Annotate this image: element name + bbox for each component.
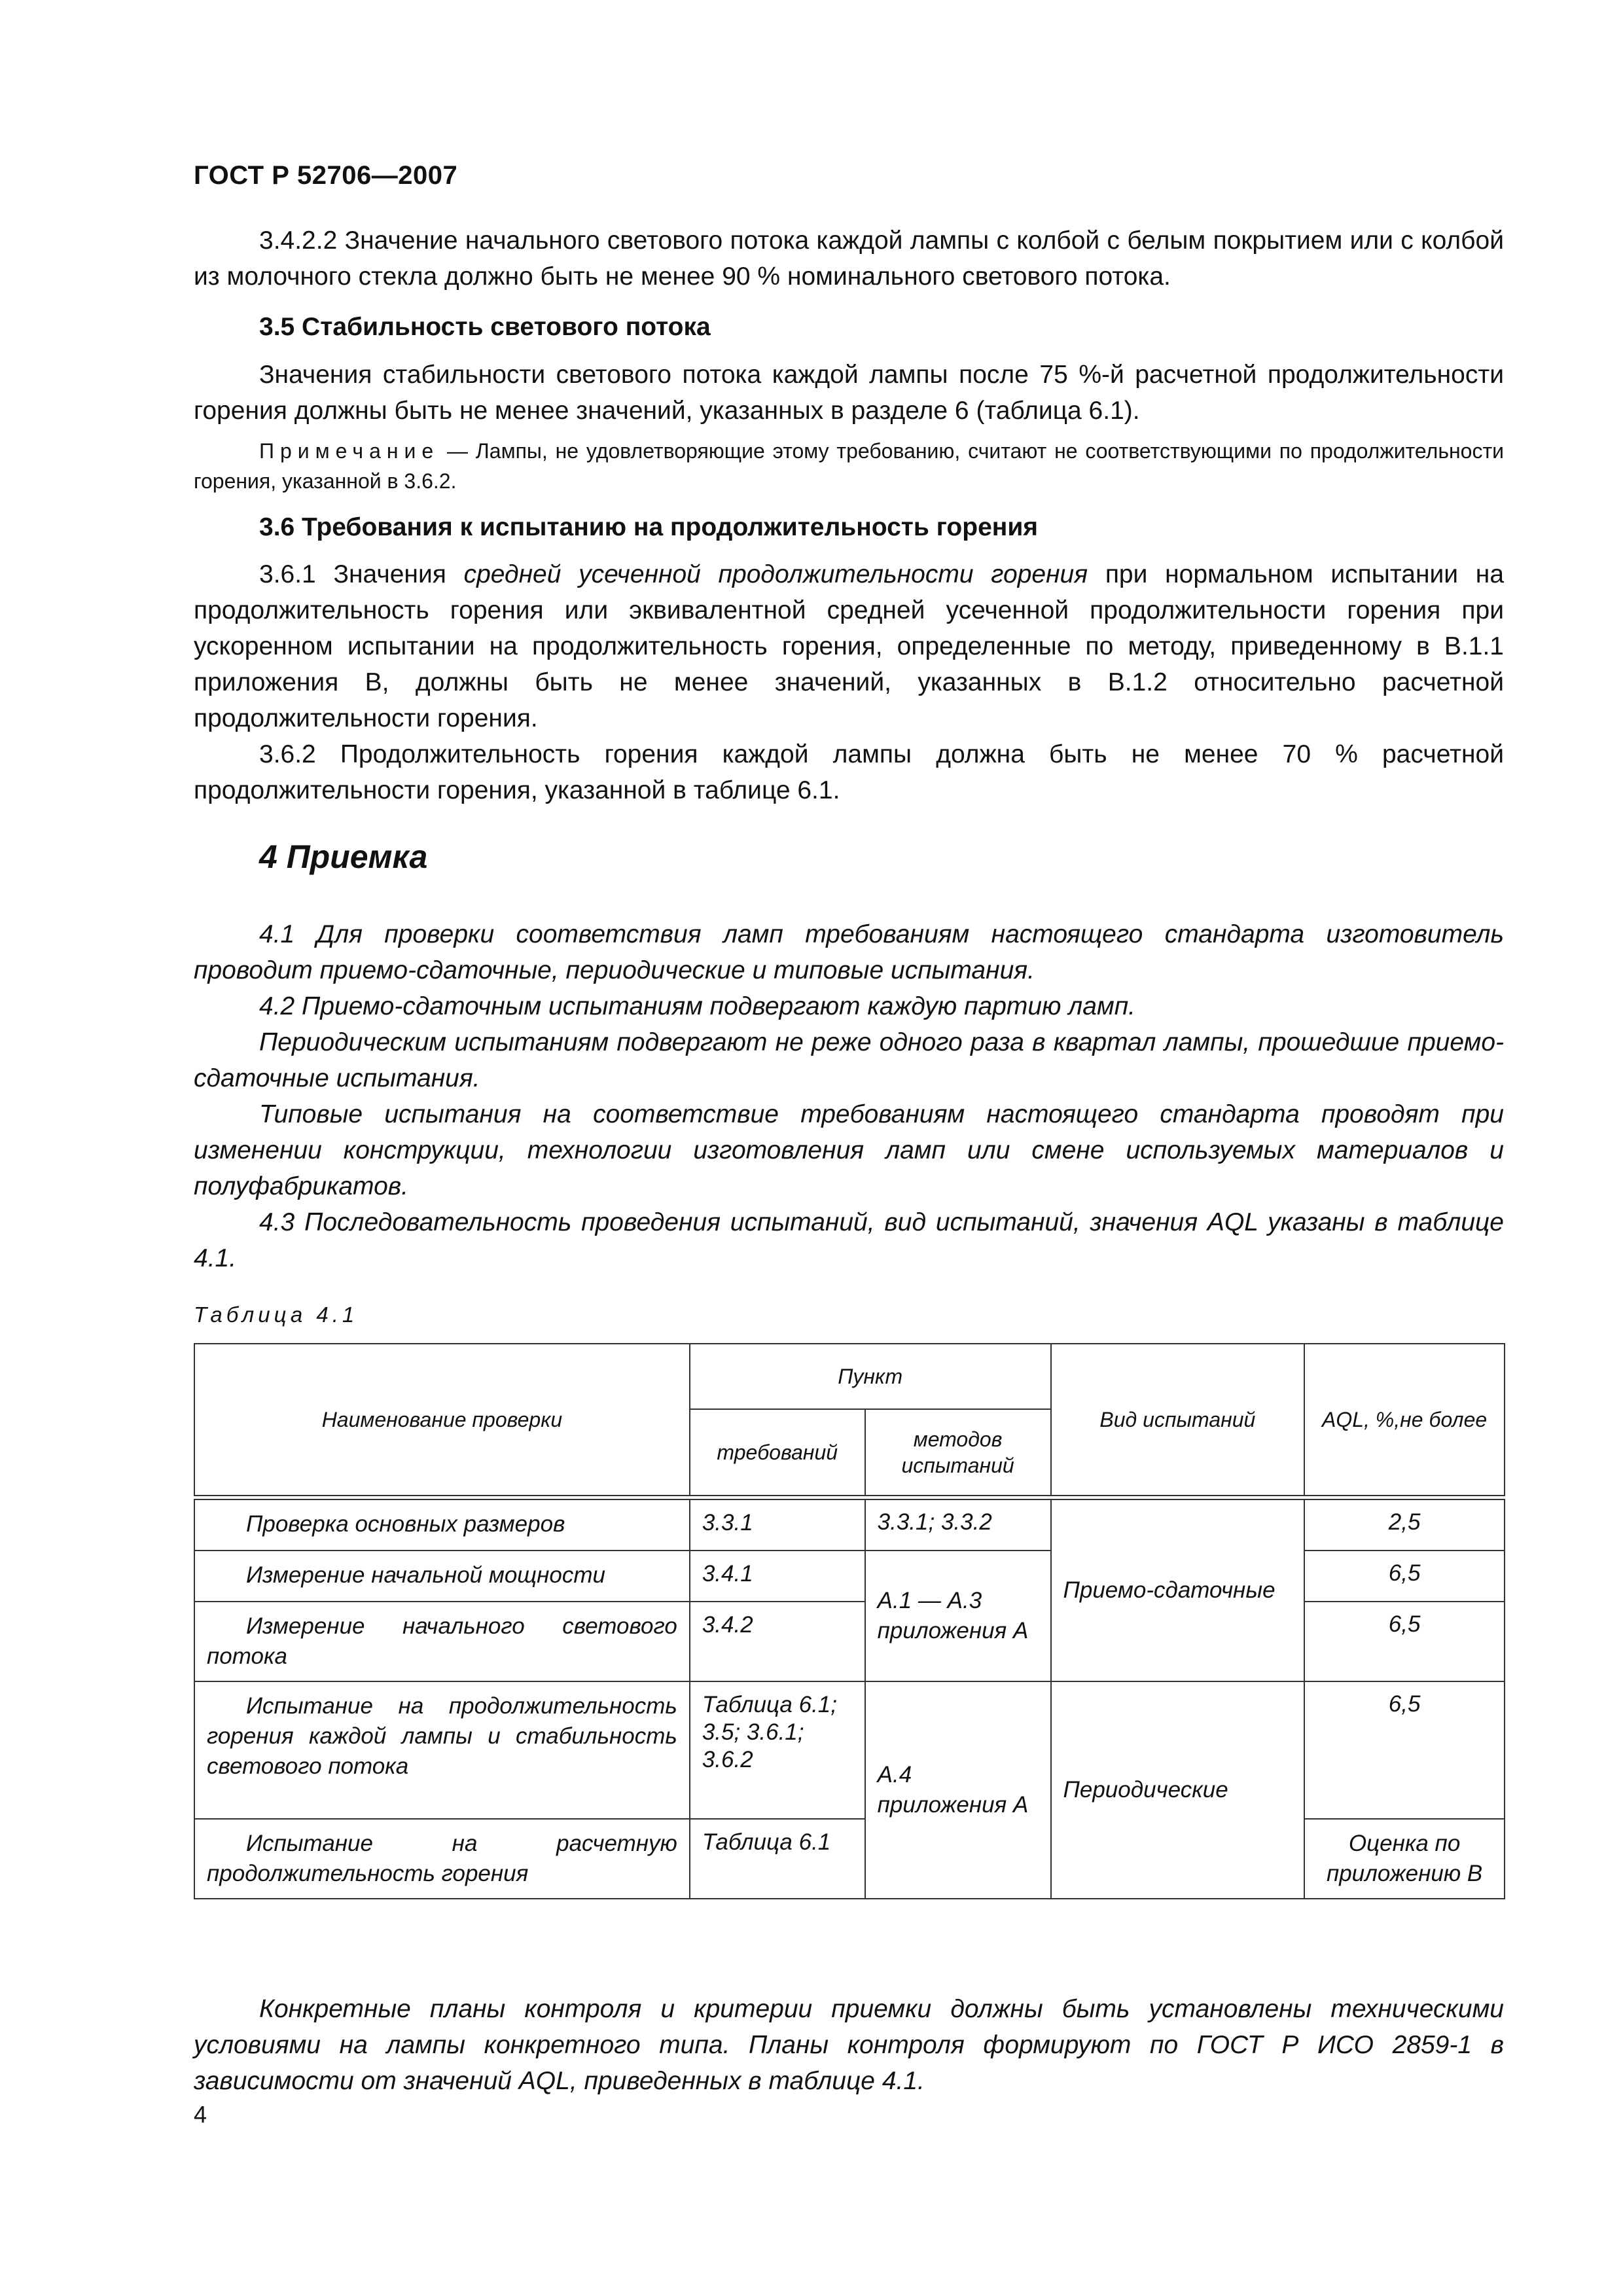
table-row [194,1602,1505,1681]
paragraph-4-3: 4.3 Последовательность проведения испытаний, вид испытаний, значения AQL указаны в таблице 4.1. [194,1208,1504,1272]
heading-3-5: 3.5 Стабильность светового потока [259,313,711,341]
paragraph-4-1: 4.1 Для проверки соответствия ламп требованиям настоящего стандарта изготовитель проводит приемо-сдаточные, периодические и типовые испытания. [194,920,1504,984]
paragraph-3-6-1-end: при нормальном испытании на продолжительность горения или эквивалентной средней усеченной продолжительности горения при ускоренном испытании на продолжительность горения, определенные по методу, приведенному в В.1.1 приложения В, должны быть не менее значений, указанных в В.1.2 относительно расчетной продолжительности горения. [194,560,1505,732]
row-name: Испытание на продолжительность горения каждой лампы и стабильность светового потока [194,1681,690,1819]
table-row [194,1681,1505,1819]
header-methods: методов испытаний [865,1409,1051,1496]
header-aql: AQL, %,не более [1304,1344,1505,1496]
row-name: Измерение начального светового потока [194,1602,690,1681]
section-4-title: 4 Приемка [259,838,428,875]
row-name: Проверка основных размеров [194,1499,690,1551]
paragraph-3-4-2-2: 3.4.2.2 Значение начального светового потока каждой лампы с колбой с белым покрытием или с колбой из молочного стекла должно быть не менее 90 % номинального светового потока. [194,226,1504,291]
row-aql: 6,5 [1304,1681,1505,1819]
note-text: — Лампы, не удовлетворяющие этому требованию, считают не соответствующими по продолжительности горения, указанной в 3.6.2. [194,439,1504,493]
row-requirements: Таблица 6.1; 3.5; 3.6.1; 3.6.2 [690,1681,865,1819]
row-methods: А.1 — А.3 приложения А [865,1551,1051,1681]
document-header: ГОСТ Р 52706—2007 [194,161,458,190]
row-requirements: Таблица 6.1 [690,1819,865,1899]
note-3-5 [194,436,1504,496]
row-methods: А.4 приложения А [865,1681,1051,1899]
paragraph-4-2: 4.2 Приемо-сдаточным испытаниям подвергают каждую партию ламп. [259,992,1135,1020]
row-kind-acceptance: Приемо-сдаточные [1051,1499,1305,1681]
table-caption: Таблица 4.1 [194,1302,359,1327]
table-row [194,1551,1505,1602]
table-row [194,1819,1505,1899]
header-clause: Пункт [690,1344,1051,1409]
row-requirements: 3.4.2 [690,1602,865,1681]
note-label: Примечание [259,439,440,463]
paragraph-3-5: Значения стабильности светового потока каждой лампы после 75 %-й расчетной продолжительности горения должны быть не менее значений, указанных в разделе 6 (таблица 6.1). [194,361,1504,425]
paragraph-typical: Типовые испытания на соответствие требованиям настоящего стандарта проводят при изменении конструкции, технологии изготовления ламп или смене используемых материалов и полуфабрикатов. [194,1100,1504,1200]
table-row [194,1499,1505,1551]
row-aql: 2,5 [1304,1499,1505,1551]
row-name: Измерение начальной мощности [194,1551,690,1602]
table-4-1 [194,1343,1505,1899]
row-aql: 6,5 [1304,1551,1505,1602]
header-kind: Вид испытаний [1051,1344,1305,1496]
header-requirements: требований [690,1409,865,1496]
paragraph-periodic: Периодическим испытаниям подвергают не реже одного раза в квартал лампы, прошедшие приемо-сдаточные испытания. [194,1028,1504,1092]
row-requirements: 3.3.1 [690,1499,865,1551]
row-name: Испытание на расчетную продолжительность горения [194,1819,690,1899]
paragraph-3-6-1-start: 3.6.1 Значения [259,560,464,588]
row-methods: 3.3.1; 3.3.2 [865,1499,1051,1551]
row-kind-periodic: Периодические [1051,1681,1305,1899]
heading-3-6: 3.6 Требования к испытанию на продолжительность горения [259,513,1039,541]
row-aql: 6,5 [1304,1602,1505,1681]
page-number: 4 [194,2101,207,2128]
row-requirements: 3.4.1 [690,1551,865,1602]
paragraph-3-6-1-term: средней усеченной продолжительности горения [463,560,1088,588]
paragraph-3-6-1 [194,556,1504,736]
paragraph-3-6-2: 3.6.2 Продолжительность горения каждой лампы должна быть не менее 70 % расчетной продолжительности горения, указанной в таблице 6.1. [194,740,1504,804]
row-aql: Оценка по приложению В [1304,1819,1505,1899]
header-name: Наименование проверки [194,1344,690,1496]
closing-paragraph: Конкретные планы контроля и критерии приемки должны быть установлены техническими условиями на лампы конкретного типа. Планы контроля формируют по ГОСТ Р ИСО 2859-1 в зависимости от значений AQL, приведенных в таблице 4.1. [194,1995,1504,2095]
